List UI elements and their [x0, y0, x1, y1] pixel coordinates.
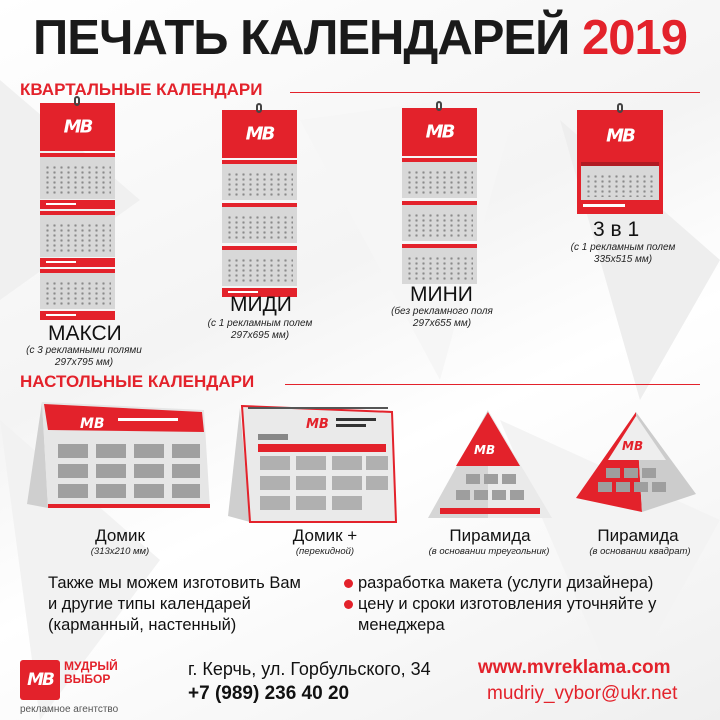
- calendar-3in1-label: 3 в 1: [593, 218, 640, 241]
- bullet-dot-icon: [344, 579, 353, 588]
- mv-logo: МВ: [245, 123, 274, 145]
- calendar-maxi-note: (с 3 рекламными полями 297х795 мм): [26, 345, 142, 368]
- bullet-dot-icon: [344, 600, 353, 609]
- desk-heading: НАСТОЛЬНЫЕ КАЛЕНДАРИ: [20, 372, 255, 391]
- desk-pyramid-square-note: (в основании квадрат): [589, 546, 691, 557]
- desk-house-note: (313х210 мм): [90, 546, 150, 557]
- hanger-ring: [256, 103, 262, 113]
- address: г. Керчь, ул. Горбульского, 34: [188, 659, 431, 679]
- desk-pyramid-square-label: Пирамида: [597, 526, 679, 545]
- brand-tagline: рекламное агентство: [20, 704, 119, 715]
- page-title: [0, 8, 720, 68]
- month-block: [402, 201, 477, 241]
- brand-logo-mark: МВ: [27, 670, 53, 690]
- bullet-item: [344, 594, 714, 636]
- desk-house-plus-label: Домик +: [292, 526, 358, 545]
- calendar-mini: [402, 108, 477, 274]
- calendar-header: [40, 103, 115, 151]
- calendar-mini-label: МИНИ: [410, 283, 473, 306]
- title-main: ПЕЧАТЬ КАЛЕНДАРЕЙ: [33, 11, 570, 65]
- bullet-text: разработка макета (услуги дизайнера): [358, 574, 654, 592]
- svg-text:МВ: МВ: [622, 439, 644, 453]
- bullet-text: цену и сроки изготовления уточняйте у менеджера: [358, 595, 657, 634]
- calendar-header: [222, 110, 297, 158]
- mv-logo: МВ: [63, 116, 92, 138]
- calendar-header: [402, 108, 477, 156]
- mv-logo: МВ: [425, 121, 454, 143]
- hanger-ring: [436, 101, 442, 111]
- hanger-ring: [617, 103, 623, 113]
- info-text: [48, 573, 338, 636]
- calendar-3in1: [577, 110, 663, 214]
- desk-house-plus-illustration: [228, 404, 398, 524]
- desk-pyramid-square-illustration: [572, 410, 698, 514]
- calendar-midi-label: МИДИ: [230, 293, 292, 316]
- calendar-mini-note: (без рекламного поля 297х655 мм): [391, 306, 493, 329]
- email-link[interactable]: mudriy_vybor@ukr.net: [487, 683, 678, 704]
- info-bullets: [344, 573, 714, 636]
- month-block: [222, 160, 297, 200]
- brand-name: [64, 660, 118, 686]
- month-block: [581, 162, 659, 200]
- phone-number[interactable]: +7 (989) 236 40 20: [188, 683, 350, 704]
- desk-pyramid-triangle-note: (в основании треугольник): [428, 546, 550, 557]
- month-block: [402, 244, 477, 284]
- desk-heading-line: [285, 384, 700, 385]
- calendar-maxi: [40, 103, 115, 320]
- calendar-midi: [222, 110, 297, 288]
- svg-text:МВ: МВ: [474, 443, 496, 457]
- month-block: [222, 203, 297, 243]
- mv-logo: МВ: [606, 125, 634, 147]
- month-block: [40, 211, 115, 257]
- month-block: [40, 153, 115, 199]
- ad-strip: [40, 200, 115, 209]
- bullet-item: [344, 573, 714, 594]
- ad-line: [583, 204, 625, 207]
- info-line: и другие типы календарей: [48, 595, 251, 613]
- brand-logo: [20, 660, 60, 700]
- desk-pyramid-triangle-label: Пирамида: [449, 526, 531, 545]
- svg-text:МВ: МВ: [306, 417, 329, 432]
- quarterly-heading: КВАРТАЛЬНЫЕ КАЛЕНДАРИ: [20, 80, 263, 99]
- calendar-midi-note: (с 1 рекламным полем 297х695 мм): [207, 318, 313, 341]
- info-line: Также мы можем изготовить Вам: [48, 574, 301, 592]
- hanger-ring: [74, 96, 80, 106]
- brand-name-line1: МУДРЫЙ: [64, 659, 118, 673]
- desk-house-label: Домик: [95, 526, 145, 545]
- desk-pyramid-triangle-illustration: [428, 408, 552, 520]
- svg-text:МВ: МВ: [80, 416, 105, 432]
- brand-name-line2: ВЫБОР: [64, 672, 111, 686]
- ad-strip: [40, 311, 115, 320]
- info-line: (карманный, настенный): [48, 616, 237, 634]
- title-year: 2019: [581, 11, 687, 65]
- month-block: [222, 246, 297, 286]
- month-block: [402, 158, 477, 198]
- ad-strip: [40, 258, 115, 267]
- month-block: [40, 269, 115, 309]
- calendar-maxi-label: МАКСИ: [48, 322, 122, 345]
- quarterly-heading-line: [290, 92, 700, 93]
- desk-house-illustration: [22, 400, 212, 512]
- website-link[interactable]: www.mvreklama.com: [478, 657, 671, 678]
- calendar-3in1-note: (с 1 рекламным полем 335х515 мм): [570, 242, 676, 265]
- desk-house-plus-note: (перекидной): [295, 546, 355, 557]
